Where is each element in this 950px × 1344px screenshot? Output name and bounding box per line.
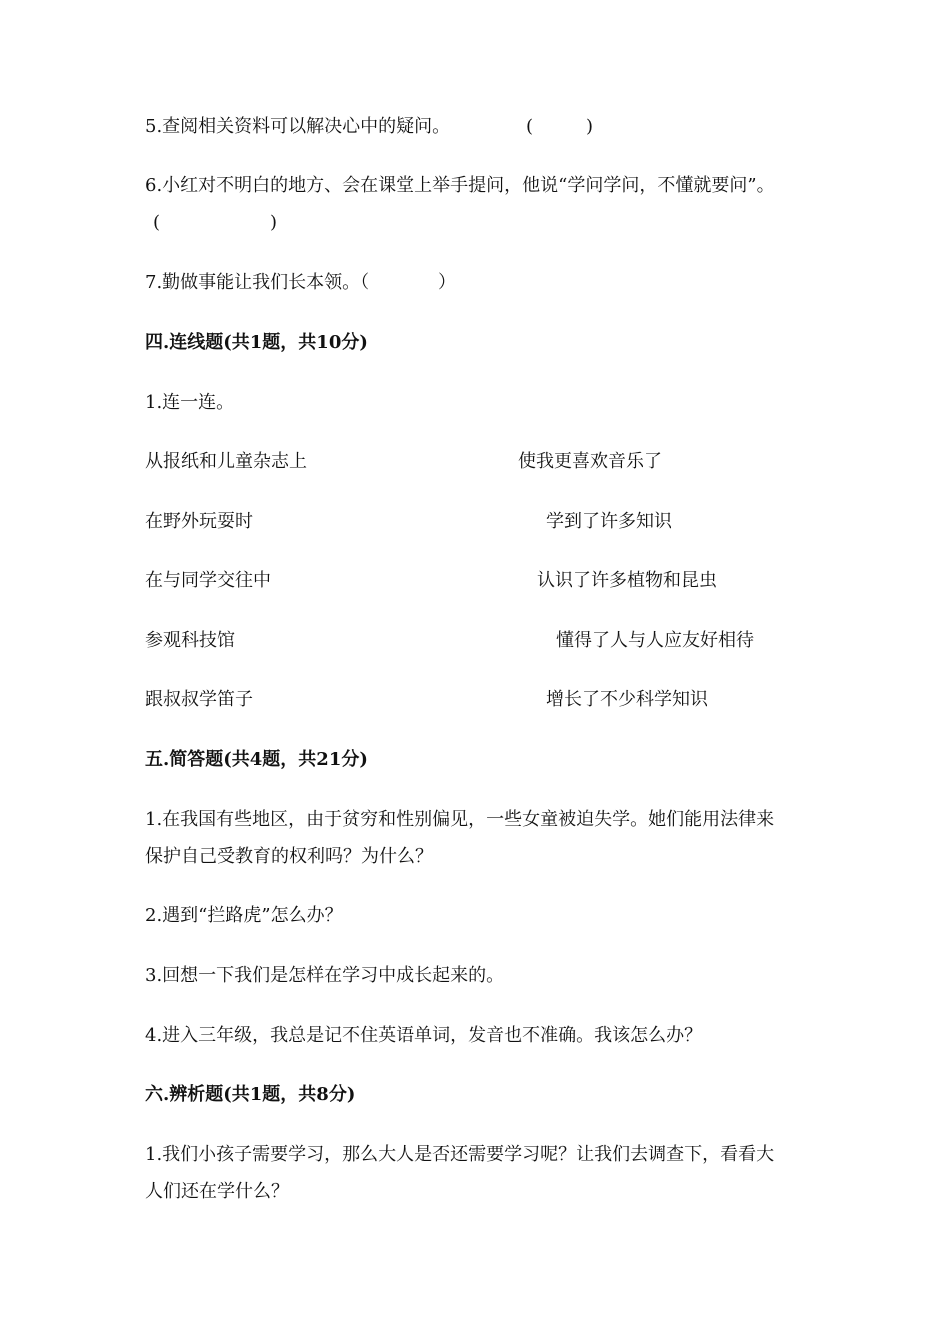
question-5-answer-open: ( [526,116,534,137]
section-6-question-1-line-1: 1.我们小孩子需要学习，那么大人是否还需要学习呢？让我们去调查下，看看大 [145,1144,775,1165]
section-5-question-1-line-2: 保护自己受教育的权利吗？为什么？ [145,846,433,867]
question-5-text: 5.查阅相关资料可以解决心中的疑问。 [145,116,451,137]
match-left-item-3: 在与同学交往中 [145,570,271,591]
match-right-item-1: 使我更喜欢音乐了 [518,451,662,472]
match-right-item-2: 学到了许多知识 [546,511,672,532]
match-left-item-1: 从报纸和儿童杂志上 [145,451,307,472]
section-5-question-1-line-1: 1.在我国有些地区，由于贫穷和性别偏见，一些女童被迫失学。她们能用法律来 [145,809,775,830]
section-6-heading: 六.辨析题(共1题，共8分) [145,1084,356,1105]
section-4-heading: 四.连线题(共1题，共10分) [145,332,368,353]
match-left-item-5: 跟叔叔学笛子 [145,689,253,710]
section-5-question-3: 3.回想一下我们是怎样在学习中成长起来的。 [145,965,505,986]
question-6-text: 6.小红对不明白的地方、会在课堂上举手提问，他说“学问学问，不懂就要问”。 [145,175,775,196]
question-5-answer-close: ) [586,116,594,137]
match-left-item-2: 在野外玩耍时 [145,511,253,532]
section-4-question-1: 1.连一连。 [145,392,235,413]
question-7-text: 7.勤做事能让我们长本领。（ [145,272,370,293]
match-right-item-4: 懂得了人与人应友好相待 [556,630,754,651]
section-5-heading: 五.简答题(共4题，共21分) [145,749,368,770]
match-right-item-5: 增长了不少科学知识 [546,689,708,710]
question-5 [145,115,450,139]
section-6-question-1-line-2: 人们还在学什么？ [145,1181,289,1202]
question-6-answer-close: ) [270,212,278,233]
section-5-question-2: 2.遇到“拦路虎”怎么办？ [145,905,343,926]
match-left-item-4: 参观科技馆 [145,630,235,651]
section-5-question-4: 4.进入三年级，我总是记不住英语单词，发音也不准确。我该怎么办？ [145,1025,703,1046]
question-7-answer-close: ） [438,272,456,293]
match-right-item-3: 认识了许多植物和昆虫 [537,570,717,591]
question-6-answer-open: ( [153,212,161,233]
